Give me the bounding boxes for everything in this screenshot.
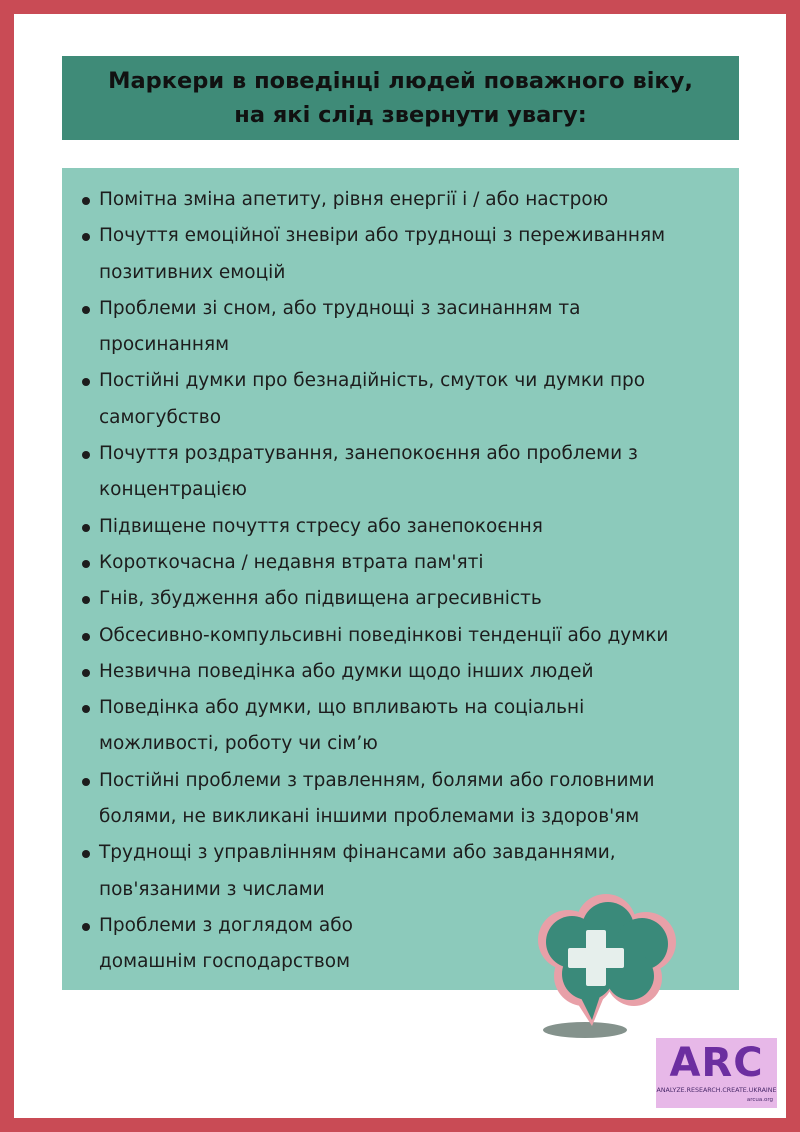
list-item-line: Постійні думки про безнадійність, смуток чи думки про	[99, 370, 646, 392]
list-item	[82, 690, 712, 763]
list-item-line: Постійні проблеми з травленням, болями або головними	[99, 769, 655, 791]
title-line-2: на які слід звернути увагу:	[234, 102, 587, 128]
speech-cloud-with-medical-cross-icon	[510, 880, 700, 1040]
list-item	[82, 763, 712, 836]
list-item	[82, 545, 712, 581]
logo-tagline: ANALYZE.RESEARCH.CREATE.UKRAINE	[656, 1087, 777, 1094]
list-item	[82, 654, 712, 690]
list-item	[82, 291, 712, 364]
list-item-line: домашнім господарством	[99, 951, 351, 973]
markers-panel	[62, 168, 739, 990]
arc-logo	[656, 1038, 777, 1108]
title-banner	[62, 56, 739, 140]
list-item-line: Почуття емоційної зневіри або труднощі з переживанням	[99, 225, 666, 247]
list-item	[82, 363, 712, 436]
list-item-line: Поведінка або думки, що впливають на соціальні	[99, 697, 585, 719]
list-item	[82, 581, 712, 617]
list-item-line: Незвична поведінка або думки щодо інших людей	[99, 660, 594, 682]
logo-name: ARC	[669, 1040, 764, 1086]
list-item-line: Почуття роздратування, занепокоєння або проблеми з	[99, 443, 638, 465]
poster-page	[14, 14, 786, 1118]
list-item-line: просинанням	[99, 334, 230, 356]
list-item	[82, 618, 712, 654]
list-item-line: можливості, роботу чи сім’ю	[99, 733, 378, 755]
list-item-line: Проблеми з доглядом або	[99, 914, 353, 936]
list-item	[82, 436, 712, 509]
list-item	[82, 218, 712, 291]
list-item-line: самогубство	[99, 406, 222, 428]
list-item-line: Короткочасна / недавня втрата пам'яті	[99, 551, 484, 573]
logo-url: arcua.org	[746, 1097, 773, 1103]
list-item-line: Підвищене почуття стресу або занепокоєння	[99, 515, 543, 537]
list-item-line: Труднощі з управлінням фінансами або завданнями,	[99, 842, 616, 864]
title-line-1: Маркери в поведінці людей поважного віку,	[108, 68, 693, 94]
list-item-line: Проблеми зі сном, або труднощі з засинанням та	[99, 297, 581, 319]
list-item-line: Обсесивно-компульсивні поведінкові тенденції або думки	[99, 624, 669, 646]
list-item	[82, 509, 712, 545]
list-item-line: пов'язаними з числами	[99, 878, 325, 900]
list-item	[82, 182, 712, 218]
list-item-line: концентрацією	[99, 479, 247, 501]
list-item-line: Гнів, збудження або підвищена агресивність	[99, 588, 542, 610]
list-item-line: Помітна зміна апетиту, рівня енергії і / або настрою	[99, 189, 609, 210]
markers-list	[82, 182, 712, 981]
list-item-line: позитивних емоцій	[99, 261, 286, 283]
list-item-line: болями, не викликані іншими проблемами із здоров'ям	[99, 806, 640, 828]
